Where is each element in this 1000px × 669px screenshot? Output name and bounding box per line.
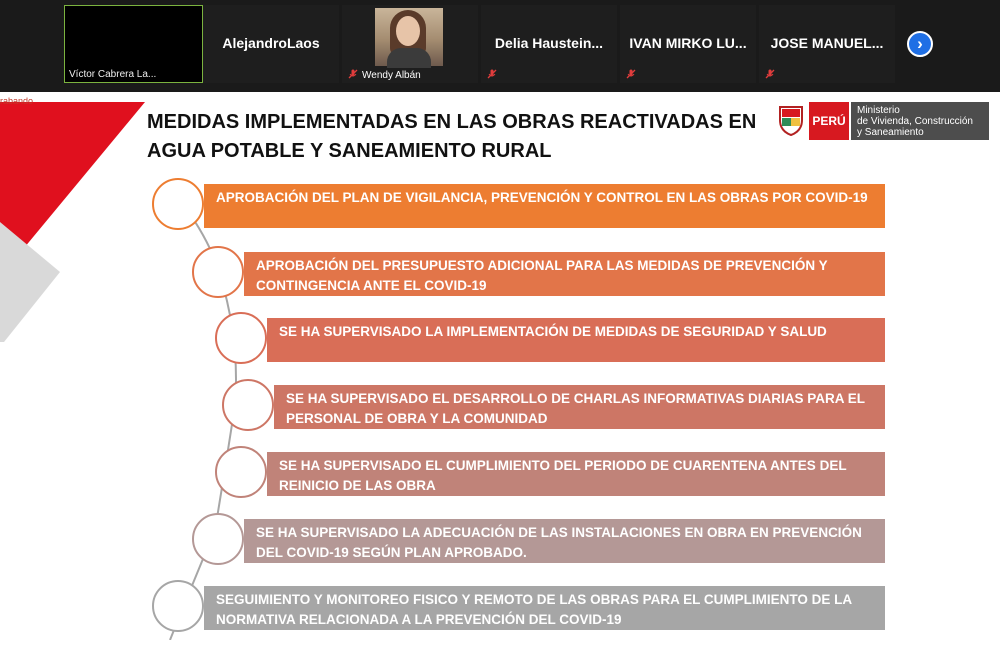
participant-video [375,8,443,66]
decorative-shape [0,92,145,342]
participant-name: Delia Haustein... [494,35,604,51]
participant-name: IVAN MIRKO LU... [629,35,747,51]
participant-strip [0,0,1000,92]
measure-item: SE HA SUPERVISADO LA IMPLEMENTACIÓN DE MEDIDAS DE SEGURIDAD Y SALUD [267,318,885,362]
coat-of-arms-icon [777,104,805,136]
chevron-right-icon: › [917,34,923,53]
participant-name: Víctor Cabrera La... [69,69,157,80]
measure-item: SE HA SUPERVISADO EL DESARROLLO DE CHARLAS INFORMATIVAS DIARIAS PARA EL PERSONAL DE OBRA Y LA COMUNIDAD [274,385,885,429]
next-participants-button[interactable] [907,31,933,57]
muted-mic-icon [626,69,636,79]
measure-item: SE HA SUPERVISADO LA ADECUACIÓN DE LAS INSTALACIONES EN OBRA EN PREVENCIÓN DEL COVID-19 SEGÚN PLAN APROBADO. [244,519,885,563]
recording-label: rabando [0,96,34,106]
muted-mic-icon [765,69,775,79]
timeline-node [215,446,267,498]
timeline-node [222,379,274,431]
participant-name: Wendy Albán [362,70,421,81]
measure-item: SE HA SUPERVISADO EL CUMPLIMIENTO DEL PERIODO DE CUARENTENA ANTES DEL REINICIO DE LAS OBRA [267,452,885,496]
participant-tile[interactable] [203,5,339,83]
participant-name: JOSE MANUEL... [770,35,884,51]
participant-tile[interactable] [64,5,203,83]
measure-item: SEGUIMIENTO Y MONITOREO FISICO Y REMOTO DE LAS OBRAS PARA EL CUMPLIMIENTO DE LA NORMATIVA RELACIONADA A LA PREVENCIÓN DEL COVID-19 [204,586,885,630]
country-label: PERÚ [809,102,849,140]
timeline-node [192,246,244,298]
timeline-node [192,513,244,565]
slide-title: MEDIDAS IMPLEMENTADAS EN LAS OBRAS REACTIVADAS EN AGUA POTABLE Y SANEAMIENTO RURAL [147,111,757,162]
participant-name: AlejandroLaos [222,35,320,51]
timeline-node [152,580,204,632]
muted-mic-icon [487,69,497,79]
participant-tile[interactable] [620,5,756,83]
ministry-logo [777,102,989,140]
participant-tile[interactable] [759,5,895,83]
ministry-name: Ministerio de Vivienda, Construcción y Saneamiento [851,102,989,140]
timeline-node [152,178,204,230]
timeline-node [215,312,267,364]
measure-item: APROBACIÓN DEL PLAN DE VIGILANCIA, PREVENCIÓN Y CONTROL EN LAS OBRAS POR COVID-19 [204,184,885,228]
measure-item: APROBACIÓN DEL PRESUPUESTO ADICIONAL PARA LAS MEDIDAS DE PREVENCIÓN Y CONTINGENCIA ANTE EL COVID-19 [244,252,885,296]
muted-mic-icon [348,69,358,79]
participant-tile[interactable] [481,5,617,83]
